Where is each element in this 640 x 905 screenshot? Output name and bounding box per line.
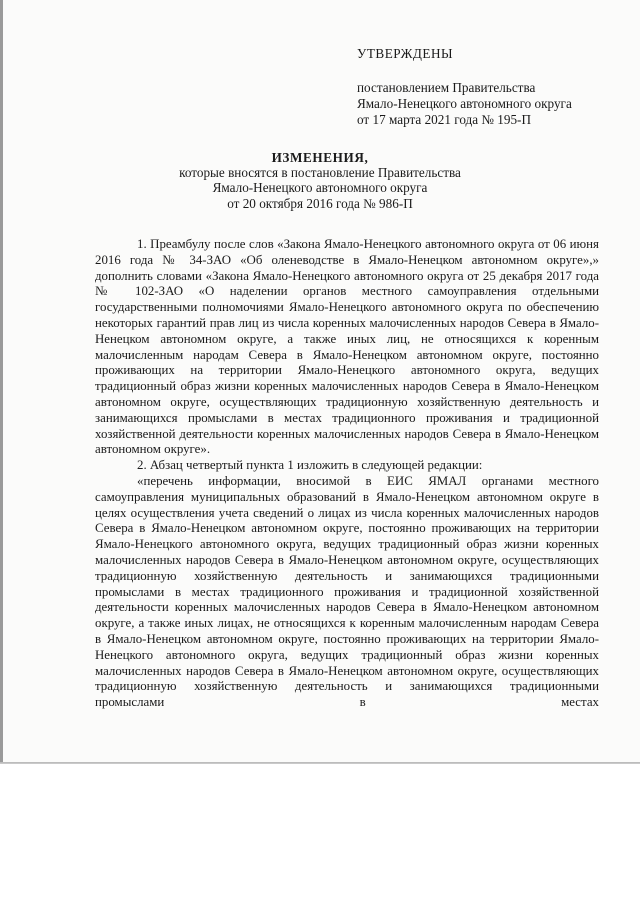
document-heading: [50, 150, 590, 211]
document-title: ИЗМЕНЕНИЯ,: [271, 150, 369, 165]
approval-line: Ямало-Ненецкого автономного округа: [357, 96, 572, 111]
scan-left-shadow: [0, 0, 3, 764]
approval-line: от 17 марта 2021 года № 195-П: [357, 112, 531, 127]
approval-title: УТВЕРЖДЕНЫ: [357, 46, 454, 61]
approval-line: постановлением Правительства: [357, 80, 536, 95]
paragraph-1: 1. Преамбулу после слов «Закона Ямало-Ненецкого автономного округа от 06 июня 2016 года № 34-ЗАО «Об оленеводстве в Ямало-Ненецком автономном округе»,» дополнить словами «Закона Ямало-Ненецкого автономного округа от 25 декабря 2017 года № 102-ЗАО «О наделении органов местного самоуправления отдельными государственными полномочиями Ямало-Ненецкого автономного округа по обеспечению некоторых гарантий прав лиц из числа коренных малочисленных народов Севера в Ямало-Ненецком автономном округе, а также иных лиц, не относящихся к коренным малочисленным народам Севера в Ямало-Ненецком автономном округе, постоянно проживающих на территории Ямало-Ненецкого автономного округа, ведущих традиционный образ жизни коренных малочисленных народов Севера в Ямало-Ненецком автономном округе, осуществляющих традиционную хозяйственную деятельность и занимающихся промыслами в местах традиционного проживания и традиционной хозяйственной деятельности коренных малочисленных народов Севера в Ямало-Ненецком автономном округе».: [95, 237, 599, 457]
paragraph-2: 2. Абзац четвертый пункта 1 изложить в следующей редакции:: [137, 458, 483, 473]
paragraph-3: «перечень информации, вносимой в ЕИС ЯМАЛ органами местного самоуправления муниципальных образований в Ямало-Ненецком автономном округе в целях осуществления учета сведений о лицах из числа коренных малочисленных народов Севера в Ямало-Ненецком автономном округе, постоянно проживающих на территории Ямало-Ненецкого автономного округа, ведущих традиционный образ жизни коренных малочисленных народов Севера в Ямало-Ненецком автономном округе, осуществляющих традиционную хозяйственную деятельность и занимающихся традиционными промыслами в местах традиционного проживания и традиционной хозяйственной деятельности коренных малочисленных народов Севера в Ямало-Ненецком автономном округе, а также иных лицах, не относящихся к коренным малочисленным народам Севера в Ямало-Ненецком автономном округе, постоянно проживающих на территории Ямало-Ненецкого автономного округа, ведущих традиционный образ жизни коренных малочисленных народов Севера в Ямало-Ненецком автономном округе, осуществляющих традиционную хозяйственную деятельность и занимающихся традиционными промыслами в местах: [95, 473, 599, 710]
scan-bottom-edge: [0, 762, 640, 764]
heading-line: от 20 октября 2016 года № 986-П: [227, 195, 413, 211]
approval-stamp-block: [357, 46, 572, 128]
heading-line: Ямало-Ненецкого автономного округа: [212, 180, 428, 196]
document-body: [95, 237, 599, 711]
heading-line: которые вносятся в постановление Правительства: [179, 165, 461, 181]
